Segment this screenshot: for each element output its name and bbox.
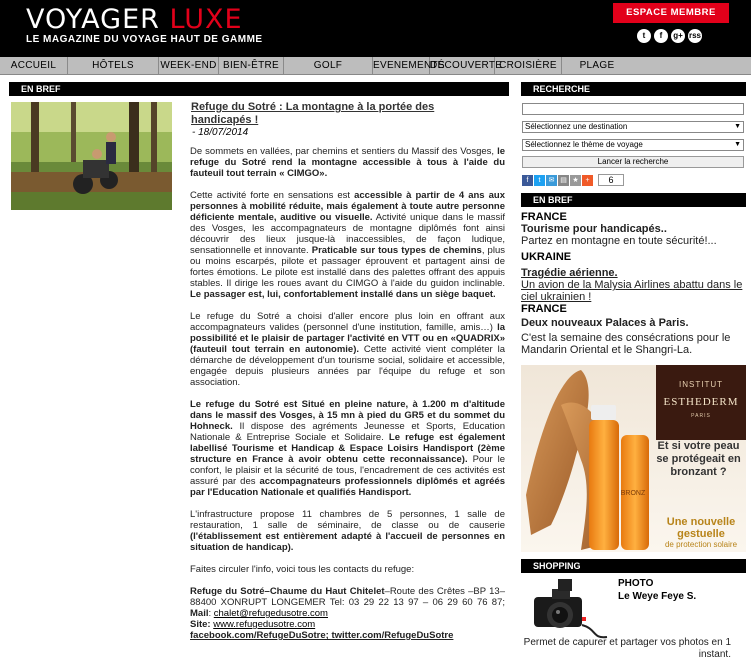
search-input[interactable]: [522, 103, 744, 115]
text-bold: accessible à partir de 4 ans aux personnes à mobilité réduite, mais également à toute autre personne déficiente mentale, auditive ou visuelle.: [190, 190, 505, 223]
news-title[interactable]: Deux nouveaux Palaces à Paris.: [521, 317, 689, 329]
ad-brand-line3: PARIS: [691, 413, 711, 419]
logo-voyager: VOYAGER: [26, 4, 160, 35]
chevron-down-icon: ▼: [734, 123, 741, 130]
news-country: UKRAINE: [521, 251, 572, 263]
ad-question-text: Et si votre peau se protégeait en bronzant ?: [656, 440, 741, 478]
article-paragraph-4: [190, 399, 505, 498]
text-bold: Praticable sur tous types de chemins: [311, 245, 482, 256]
text: De sommets en vallées, par chemins et sentiers du Massif des Vosges,: [190, 146, 498, 157]
article-date: - 18/07/2014: [192, 127, 249, 138]
share-bar: [522, 174, 624, 186]
text: Cette activité vient compléter la démarche de développement d'un tourisme social, solidaire et accessible, engagée depuis plusieurs années par l'équipe du refuge et son association.: [190, 344, 505, 388]
more-share-icon[interactable]: +: [582, 175, 593, 186]
news-item: [521, 211, 746, 247]
forest-wheelchair-illustration: [11, 102, 172, 210]
site-logo[interactable]: [26, 4, 243, 35]
ad-tag1: Une nouvelle: [666, 516, 736, 528]
text-bold: Refuge du Sotré–Chaume du Haut Chitelet: [190, 586, 385, 597]
twitter-icon[interactable]: t: [637, 29, 651, 43]
nav-decouverte[interactable]: DÉCOUVERTE: [430, 57, 495, 74]
print-share-icon[interactable]: ▤: [558, 175, 569, 186]
text-bold: accompagnateurs professionnels diplômés et agréés par l'Education Nationale et qualifiés Handisport.: [190, 476, 505, 498]
news-desc[interactable]: Partez en montagne en toute sécurité!...: [521, 235, 717, 247]
text: , plus ou moins escarpés, pilote et passager éprouvent et partagent ainsi de fortes émotions. Le pilote est installé dans des palettes offrant des appuis stables. Il dirige les roues avant du CIMGO à l'aide du guidon inclinable.: [190, 245, 505, 289]
text-bold: (l'établissement est entièrement adapté à l'accueil de personnes en situation de handicap).: [190, 531, 505, 553]
nav-plage[interactable]: PLAGE: [579, 60, 615, 71]
nav-hotels[interactable]: HÔTELS: [68, 57, 159, 74]
main-section-title: EN BREF: [9, 82, 509, 96]
espace-membre-button[interactable]: ESPACE MEMBRE: [613, 3, 729, 23]
nav-week-end[interactable]: WEEK-END: [159, 57, 219, 74]
text: Activité unique dans le massif des Vosges, les accompagnateurs de montagne diplômés font ainsi découvrir des lieux jusque-là inaccessibles, de façon ludique, sensationnelle et innovante.: [190, 212, 505, 256]
nav-evenements[interactable]: EVENEMENTS: [373, 57, 430, 74]
twitter-share-icon[interactable]: t: [534, 175, 545, 186]
theme-select[interactable]: [522, 139, 744, 151]
text-bold: Le passager est, lui, confortablement installé dans un siège baquet.: [190, 289, 496, 300]
article-body: [190, 146, 505, 641]
text-bold: la possibilité et le plaisir de partager l'activité en VTT ou en «QUADRIX» (fauteuil tout terrain en autonomie).: [190, 322, 505, 355]
news-item: [521, 251, 746, 303]
contact-email-link[interactable]: chalet@refugedusotre.com: [213, 608, 328, 619]
site-tagline: LE MAGAZINE DU VOYAGE HAUT DE GAMME: [26, 34, 263, 45]
logo-luxe: LUXE: [169, 4, 243, 35]
contact-social-links[interactable]: facebook.com/RefugeDuSotre; twitter.com/RefugeDuSotre: [190, 630, 454, 641]
contact-site-link[interactable]: www.refugedusotre.com: [213, 619, 316, 630]
main-nav: [0, 57, 751, 75]
social-links: [637, 29, 702, 43]
brief-section-title: EN BREF: [521, 193, 746, 207]
text-bold: Le refuge du Sotré est Situé en pleine nature, à 1.200 m d'altitude dans le massif des Vosges, à 15 mn à pied du GR5 et du sommet du Hohneck.: [190, 399, 505, 432]
article-title[interactable]: Refuge du Sotré : La montagne à la portée des handicapés !: [191, 101, 435, 126]
select-value: Sélectionnez une destination: [525, 122, 628, 131]
ad-bottle-label: BRONZ: [620, 490, 646, 497]
search-section-title: RECHERCHE: [521, 82, 746, 96]
article-photo[interactable]: [11, 102, 172, 210]
ad-brand-line1: INSTITUT: [679, 380, 723, 389]
news-title[interactable]: Tourisme pour handicapés..: [521, 223, 667, 235]
facebook-icon[interactable]: f: [654, 29, 668, 43]
text: Pour le confort, le plaisir et la sécurité de tous, l'encadrement de ces activités est assuré par des: [190, 454, 505, 487]
article-paragraph-5: [190, 509, 505, 553]
text: Le refuge du Sotré a choisi d'aller encore plus loin en offrant aux accompagnateurs valides (personnel d'une institution, famille, amis…): [190, 311, 505, 333]
shop-category: PHOTO: [618, 578, 654, 589]
article-paragraph-6: Faites circuler l'info, voici tous les contacts du refuge:: [190, 564, 415, 575]
select-value: Sélectionnez le thème de voyage: [525, 140, 643, 149]
article-contacts: Refuge du Sotré–Chaume du Haut Chitelet–Route des Crêtes –BP 13–88400 XONRUPT LONGEMER Tel: 03 29 22 13 97 – 06 29 60 76 87; Mail: chalet@refugedusotre.com Site: www.refugedusotre.com facebook.com/RefugeDuSotre; twitter.com/RefugeDuSotre: [190, 586, 505, 641]
nav-accueil[interactable]: ACCUEIL: [0, 57, 68, 74]
ad-artwork: [521, 365, 746, 552]
shop-product-desc: Permet de capurer et partager vos photos en 1 instant.: [523, 637, 731, 660]
news-title[interactable]: Tragédie aérienne.: [521, 267, 618, 279]
text: –Route des Crêtes –BP 13–88400 XONRUPT LONGEMER Tel: 03 29 22 13 97 – 06 29 60 76 87;: [190, 586, 505, 608]
article-paragraph-1: [190, 146, 505, 179]
text: Il dispose des agréments Jeunesse et Sports, Education Nationale & Entreprise Sociale et Solidaire.: [190, 421, 505, 443]
news-item: [521, 303, 746, 356]
search-button[interactable]: Lancer la recherche: [522, 156, 744, 168]
site-header: [0, 0, 751, 57]
email-share-icon[interactable]: ✉: [546, 175, 557, 186]
text: Cette activité forte en sensations est: [190, 190, 355, 201]
share-count: 6: [598, 174, 624, 186]
article-paragraph-3: [190, 311, 505, 388]
text-bold: Mail: [190, 608, 209, 619]
esthederm-ad[interactable]: [521, 365, 746, 552]
text-bold: Le refuge est également labellisé Tourisme et Handicap & Espace Loisirs Handisport (2ème structure en France à avoir obtenu cette reconnaissance).: [190, 432, 505, 465]
news-list: [521, 211, 746, 356]
bookmark-share-icon[interactable]: ★: [570, 175, 581, 186]
text-bold: le refuge du Sotré rend la montagne accessible à tous à l'aide du fauteuil tout terrain « CIMGO».: [190, 146, 505, 179]
shopping-section-title: SHOPPING: [521, 559, 746, 573]
nav-bien-etre[interactable]: BIEN-ÊTRE: [219, 57, 284, 74]
nav-golf[interactable]: GOLF: [284, 57, 373, 74]
ad-tag2: gestuelle: [677, 528, 725, 540]
article-paragraph-2: [190, 190, 505, 300]
news-desc[interactable]: C'est la semaine des consécrations pour le Mandarin Oriental et le Shangri-La.: [521, 332, 731, 356]
nav-croisiere[interactable]: CROISIÈRE: [495, 57, 562, 74]
shop-product-name[interactable]: Le Weye Feye S.: [618, 591, 697, 602]
news-country: FRANCE: [521, 303, 567, 315]
google-plus-icon[interactable]: g+: [671, 29, 685, 43]
destination-select[interactable]: [522, 121, 744, 133]
facebook-share-icon[interactable]: f: [522, 175, 533, 186]
ad-question: [651, 440, 746, 500]
text: L'infrastructure propose 11 chambres de 5 personnes, 1 salle de restauration, 1 salle de séminaire, de classe ou de causerie: [190, 509, 505, 531]
ad-brand-line2: ESTHEDERM: [663, 396, 739, 408]
text-bold: Site:: [190, 619, 214, 630]
rss-icon[interactable]: rss: [688, 29, 702, 43]
chevron-down-icon: ▼: [734, 141, 741, 148]
news-country: FRANCE: [521, 211, 567, 223]
ad-tag3: de protection solaire: [664, 540, 738, 549]
news-desc[interactable]: Un avion de la Malysia Airlines abattu dans le ciel ukrainien !: [521, 279, 743, 303]
